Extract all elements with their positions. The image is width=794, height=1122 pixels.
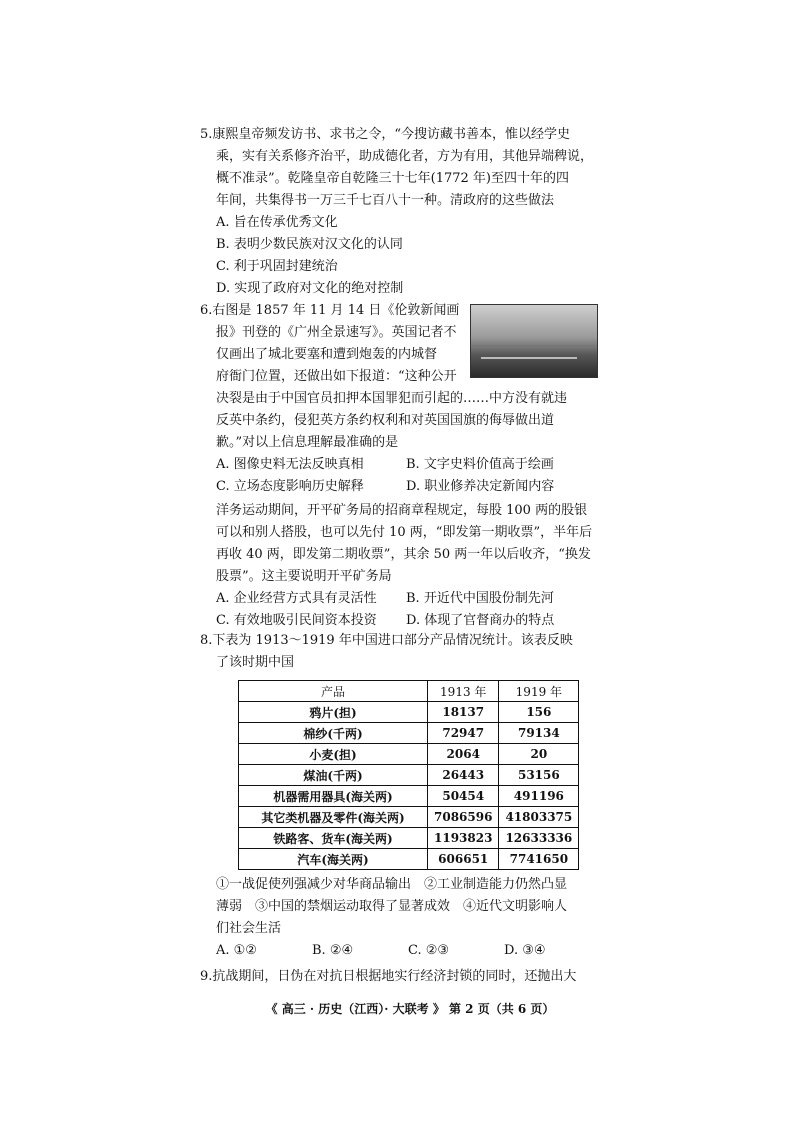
q6-option-a: A. 图像史料无法反映真相 [216,457,364,472]
table-row [239,723,579,744]
cell-1913: 606651 [428,849,499,870]
question-8-statements [200,874,600,962]
q8-option-c: C. ②③ [408,943,450,958]
page-footer: 《 高三 · 历史（江西）· 大联考 》 第 2 页（共 6 页） [265,1002,555,1016]
q6-option-d: D. 职业修养决定新闻内容 [406,479,555,494]
cell-product: 小麦(担) [239,744,428,765]
q8-statement-line: 薄弱 ③中国的禁烟运动取得了显著成效 ④近代文明影响人 [216,899,568,914]
q8-option-b: B. ②④ [312,943,354,958]
q7-option-b: B. 开近代中国股份制先河 [406,591,554,606]
cell-1919: 12633336 [499,828,579,849]
q7-option-c: C. 有效地吸引民间资本投资 [216,613,377,628]
q8-line: 了该时期中国 [216,655,295,670]
q7-line: 可以和别人搭股，也可以先付 10 两，“即发第一期收票”，半年后 [216,525,593,540]
q7-line: 股票”。这主要说明开平矿务局 [216,569,392,584]
cell-1919: 491196 [499,786,579,807]
cell-1919: 7741650 [499,849,579,870]
q6-line: 反英中条约，侵犯英方条约权利和对英国国旗的侮辱做出道 [216,413,555,428]
q6-options-row [200,454,600,476]
cell-product: 棉纱(千两) [239,723,428,744]
table-header-row [239,681,579,702]
table-row [239,765,579,786]
table-row [239,786,579,807]
cell-1913: 72947 [428,723,499,744]
q8-option-a: A. ①② [216,943,257,958]
q8-line: 8.下表为 1913～1919 年中国进口部分产品情况统计。该表反映 [200,633,573,648]
header-1913: 1913 年 [428,681,499,702]
cell-1919: 79134 [499,723,579,744]
header-1919: 1919 年 [499,681,579,702]
q8-statement-line: 们社会生活 [216,921,282,936]
q5-option-d: D. 实现了政府对文化的绝对控制 [216,281,404,296]
q8-options-row [200,940,600,962]
cell-product: 铁路客、货车(海关两) [239,828,428,849]
header-product: 产品 [239,681,428,702]
q7-option-a: A. 企业经营方式具有灵活性 [216,591,377,606]
table-row [239,744,579,765]
question-5 [200,124,600,300]
q5-option-b: B. 表明少数民族对汉文化的认同 [216,237,403,252]
cell-1913: 1193823 [428,828,499,849]
q7-line: 再收 40 两，即发第二期收票”，其余 50 两一年以后收齐，“换发 [216,547,591,562]
cell-product: 其它类机器及零件(海关两) [239,807,428,828]
q5-option-c: C. 利于巩固封建统治 [216,259,338,274]
question-8 [200,630,600,674]
table-row [239,807,579,828]
cell-1913: 26443 [428,765,499,786]
cell-product: 汽车(海关两) [239,849,428,870]
question-7 [200,500,600,632]
cell-1913: 18137 [428,702,499,723]
q9-line: 9.抗战期间，日伪在对抗日根据地实行经济封锁的同时，还抛出大 [200,969,577,984]
question-6 [200,300,600,498]
cell-1919: 53156 [499,765,579,786]
q6-line: 仅画出了城北要塞和遭到炮轰的内城督 [216,347,438,362]
q8-statement-line: ①一战促使列强减少对华商品输出 ②工业制造能力仍然凸显 [216,877,568,892]
cell-1913: 2064 [428,744,499,765]
q6-line: 6.右图是 1857 年 11 月 14 日《伦敦新闻画 [200,303,460,318]
q7-option-d: D. 体现了官督商办的特点 [406,613,555,628]
q6-options-row [200,476,600,498]
cell-1919: 41803375 [499,807,579,828]
q6-line: 报》刊登的《广州全景速写》。英国记者不 [216,325,457,340]
cell-product: 煤油(千两) [239,765,428,786]
q6-option-c: C. 立场态度影响历史解释 [216,479,364,494]
cell-1919: 156 [499,702,579,723]
q5-option-a: A. 旨在传承优秀文化 [216,215,338,230]
q6-line: 歉。”对以上信息理解最准确的是 [216,435,399,450]
q5-line: 5.康熙皇帝频发访书、求书之令，“今搜访藏书善本，惟以经学史 [200,127,571,142]
q6-line: 府衙门位置，还做出如下报道：“这种公开 [216,369,457,384]
q6-line: 决裂是由于中国官员扣押本国罪犯而引起的……中方没有就违 [216,391,568,406]
q7-options-row [200,588,600,610]
q7-options-row [200,610,600,632]
cell-product: 鸦片(担) [239,702,428,723]
cell-product: 机器需用器具(海关两) [239,786,428,807]
q7-line: 洋务运动期间，开平矿务局的招商章程规定，每股 100 两的股银 [216,503,588,518]
q8-option-d: D. ③④ [504,943,546,958]
cell-1919: 20 [499,744,579,765]
q5-line: 概不准录”。乾隆皇帝自乾隆三十七年(1772 年)至四十年的四 [216,171,570,186]
cell-1913: 7086596 [428,807,499,828]
question-9 [200,966,600,988]
q5-line: 乘，实有关系修齐治平，助成德化者，方为有用，其他异端稗说， [216,149,594,164]
import-statistics-table [238,680,579,870]
cell-1913: 50454 [428,786,499,807]
table-row [239,702,579,723]
table-row [239,849,579,870]
q6-option-b: B. 文字史料价值高于绘画 [406,457,554,472]
table-row [239,828,579,849]
q5-line: 年间，共集得书一万三千七百八十一种。清政府的这些做法 [216,193,555,208]
